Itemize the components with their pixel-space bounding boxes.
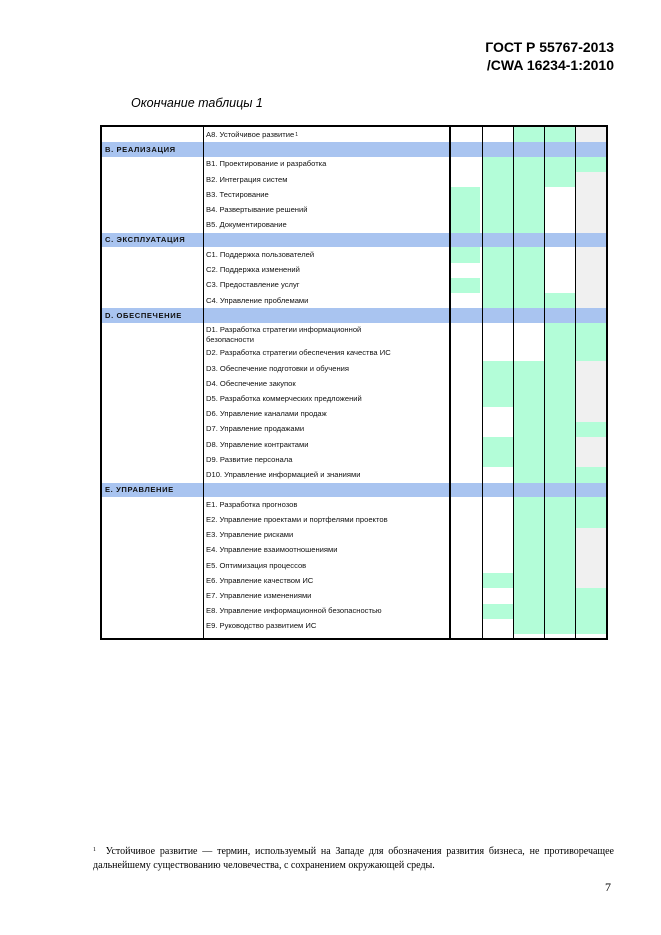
competence-item-label: A8. Устойчивое развитие — [206, 129, 295, 139]
matrix-cell-marked — [576, 604, 607, 619]
matrix-cell-marked — [514, 619, 545, 634]
matrix-cell-empty — [545, 202, 576, 217]
matrix-cell-marked — [514, 218, 545, 233]
competence-item — [206, 175, 287, 185]
matrix-cell-marked — [514, 293, 545, 308]
column-divider — [513, 127, 514, 638]
matrix-cell-empty — [576, 202, 607, 217]
matrix-cell-marked — [545, 497, 576, 512]
matrix-cell-empty — [576, 573, 607, 588]
competence-item-label: B4. Развертывание решений — [206, 205, 308, 214]
matrix-cell-marked — [576, 619, 607, 634]
competence-item — [206, 394, 362, 404]
page-number: 7 — [605, 880, 611, 894]
matrix-cell-marked — [545, 361, 576, 376]
competence-item-label: D8. Управление контрактами — [206, 439, 309, 449]
competence-item-label: D3. Обеспечение подготовки и обучения — [206, 363, 350, 373]
section-band — [102, 142, 606, 157]
matrix-cell-empty — [514, 346, 545, 361]
matrix-cell-marked — [514, 422, 545, 437]
competence-item-label: E3. Управление рисками — [206, 530, 294, 540]
competence-item-label: C3. Предоставление услуг — [206, 280, 300, 290]
matrix-cell-marked — [545, 346, 576, 361]
matrix-cell-marked — [483, 376, 514, 391]
matrix-cell-marked — [449, 247, 480, 262]
matrix-cell-marked — [514, 588, 545, 603]
matrix-cell-empty — [449, 323, 480, 346]
column-divider — [449, 127, 451, 638]
competence-item — [206, 440, 309, 450]
matrix-cell-marked — [545, 157, 576, 172]
matrix-cell-empty — [483, 467, 514, 482]
matrix-cell-marked — [483, 573, 514, 588]
matrix-cell-empty — [576, 391, 607, 406]
matrix-cell-empty — [449, 391, 480, 406]
matrix-cell-empty — [514, 323, 545, 346]
matrix-cell-marked — [576, 346, 607, 361]
competence-item-label: C2. Поддержка изменений — [206, 265, 300, 275]
competence-item — [206, 470, 360, 480]
matrix-cell-empty — [576, 361, 607, 376]
section-title: D. ОБЕСПЕЧЕНИЕ — [105, 310, 182, 320]
competence-item — [206, 576, 313, 586]
matrix-cell-empty — [449, 422, 480, 437]
matrix-cell-marked — [483, 452, 514, 467]
matrix-cell-empty — [576, 263, 607, 278]
section-title: C. ЭКСПЛУАТАЦИЯ — [105, 235, 186, 245]
matrix-cell-marked — [483, 172, 514, 187]
matrix-cell-empty — [576, 376, 607, 391]
competence-item-label: C1. Поддержка пользователей — [206, 250, 315, 259]
matrix-cell-marked — [514, 157, 545, 172]
matrix-cell-empty — [449, 573, 480, 588]
matrix-cell-empty — [576, 127, 607, 142]
matrix-cell-marked — [514, 452, 545, 467]
matrix-cell-empty — [545, 278, 576, 293]
matrix-cell-empty — [545, 187, 576, 202]
matrix-cell-empty — [576, 558, 607, 573]
matrix-cell-marked — [514, 558, 545, 573]
matrix-cell-marked — [483, 157, 514, 172]
matrix-cell-empty — [449, 467, 480, 482]
column-divider — [544, 127, 545, 638]
matrix-cell-empty — [449, 361, 480, 376]
matrix-cell-marked — [483, 263, 514, 278]
matrix-cell-marked — [545, 422, 576, 437]
competence-item-label-cont: безопасности — [206, 334, 255, 344]
competence-item — [206, 190, 269, 200]
competence-item-label: C4. Управление проблемами — [206, 295, 309, 305]
matrix-cell-empty — [449, 588, 480, 603]
competence-item — [206, 424, 304, 434]
matrix-cell-marked — [514, 543, 545, 558]
competence-item — [206, 159, 326, 169]
matrix-cell-empty — [576, 293, 607, 308]
matrix-cell-marked — [545, 512, 576, 527]
column-divider — [575, 127, 576, 638]
matrix-cell-marked — [514, 202, 545, 217]
competence-item-label: B2. Интеграция систем — [206, 174, 288, 184]
matrix-cell-marked — [545, 604, 576, 619]
section-title: E. УПРАВЛЕНИЕ — [105, 484, 174, 494]
competence-item — [206, 606, 382, 616]
matrix-cell-marked — [545, 376, 576, 391]
matrix-cell-marked — [483, 361, 514, 376]
matrix-cell-empty — [576, 247, 607, 262]
matrix-cell-marked — [449, 218, 480, 233]
matrix-cell-empty — [576, 172, 607, 187]
matrix-cell-marked — [449, 202, 480, 217]
matrix-cell-marked — [545, 573, 576, 588]
competence-item — [206, 621, 316, 631]
matrix-cell-marked — [545, 588, 576, 603]
matrix-cell-marked — [449, 187, 480, 202]
footnote-text: Устойчивое развитие — термин, используемый на Западе для обозначения развития бизнеса, не противоречащее дальнейшему существованию человечества, с сохранением окружающей среды. — [93, 846, 614, 871]
document-code — [485, 38, 614, 74]
competence-item-label: D6. Управление каналами продаж — [206, 409, 327, 419]
matrix-cell-marked — [514, 247, 545, 262]
footnote-marker: 1 — [93, 847, 96, 853]
competence-item-label: E8. Управление информационной безопасностью — [206, 606, 382, 616]
competence-item — [206, 545, 337, 555]
competence-item — [206, 364, 349, 374]
matrix-cell-marked — [514, 407, 545, 422]
matrix-cell-marked — [576, 467, 607, 482]
matrix-cell-marked — [576, 323, 607, 346]
matrix-cell-empty — [449, 127, 480, 142]
competence-item-label: E4. Управление взаимоотношениями — [206, 545, 338, 555]
competence-item-label: E7. Управление изменениями — [206, 591, 312, 600]
matrix-cell-marked — [545, 543, 576, 558]
matrix-cell-empty — [483, 528, 514, 543]
matrix-cell-marked — [576, 512, 607, 527]
competence-item — [206, 296, 308, 306]
matrix-cell-marked — [483, 218, 514, 233]
matrix-cell-marked — [576, 497, 607, 512]
competence-item — [206, 325, 361, 345]
matrix-cell-empty — [576, 278, 607, 293]
matrix-cell-marked — [483, 247, 514, 262]
matrix-cell-empty — [483, 407, 514, 422]
matrix-cell-marked — [514, 391, 545, 406]
matrix-cell-empty — [449, 528, 480, 543]
matrix-cell-marked — [514, 278, 545, 293]
matrix-cell-marked — [545, 452, 576, 467]
matrix-cell-marked — [545, 391, 576, 406]
matrix-cell-marked — [483, 293, 514, 308]
matrix-cell-marked — [545, 293, 576, 308]
matrix-cell-marked — [545, 558, 576, 573]
competence-item-label: D7. Управление продажами — [206, 424, 305, 434]
matrix-cell-empty — [545, 218, 576, 233]
matrix-cell-marked — [545, 323, 576, 346]
matrix-cell-marked — [545, 619, 576, 634]
competence-item — [206, 591, 311, 601]
matrix-cell-empty — [483, 497, 514, 512]
matrix-cell-empty — [545, 263, 576, 278]
competence-item — [206, 530, 293, 540]
competence-item-label: E9. Руководство развитием ИС — [206, 621, 317, 631]
matrix-cell-marked — [514, 604, 545, 619]
matrix-cell-empty — [449, 512, 480, 527]
competence-item — [206, 379, 296, 389]
matrix-cell-marked — [514, 187, 545, 202]
competence-item-label: B1. Проектирование и разработка — [206, 159, 327, 169]
matrix-cell-empty — [449, 293, 480, 308]
matrix-cell-marked — [514, 263, 545, 278]
competence-item-label: D10. Управление информацией и знаниями — [206, 470, 361, 479]
competence-item-label: D4. Обеспечение закупок — [206, 378, 296, 388]
section-title: B. РЕАЛИЗАЦИЯ — [105, 144, 176, 154]
matrix-cell-empty — [576, 187, 607, 202]
matrix-cell-marked — [483, 278, 514, 293]
competence-item-label: D9. Развитие персонала — [206, 454, 293, 464]
competence-item-label: E1. Разработка прогнозов — [206, 499, 298, 509]
matrix-cell-empty — [483, 346, 514, 361]
competence-item — [206, 250, 314, 260]
matrix-cell-marked — [545, 127, 576, 142]
matrix-cell-empty — [483, 127, 514, 142]
standard-code-line-2: /CWA 16234-1:2010 — [486, 57, 614, 73]
matrix-cell-marked — [514, 512, 545, 527]
matrix-cell-marked — [514, 497, 545, 512]
competence-item-label: D2. Разработка стратегии обеспечения качества ИС — [206, 348, 391, 358]
matrix-cell-empty — [449, 543, 480, 558]
competence-item — [206, 348, 391, 358]
section-band — [102, 483, 606, 498]
competence-item — [206, 280, 300, 290]
competence-item-label: E5. Оптимизация процессов — [206, 560, 307, 570]
matrix-cell-empty — [483, 512, 514, 527]
matrix-cell-marked — [545, 172, 576, 187]
matrix-cell-marked — [514, 172, 545, 187]
footnote — [93, 845, 614, 873]
competence-item-label: E6. Управление качеством ИС — [206, 575, 314, 585]
matrix-cell-marked — [483, 437, 514, 452]
matrix-cell-empty — [576, 452, 607, 467]
competence-item — [206, 220, 287, 230]
matrix-cell-empty — [483, 422, 514, 437]
matrix-cell-empty — [449, 558, 480, 573]
matrix-cell-marked — [514, 437, 545, 452]
matrix-cell-marked — [449, 278, 480, 293]
matrix-cell-empty — [576, 437, 607, 452]
competence-item — [206, 205, 307, 215]
matrix-cell-empty — [483, 558, 514, 573]
table-caption: Окончание таблицы 1 — [131, 96, 263, 110]
competence-item-label: D5. Разработка коммерческих предложений — [206, 394, 362, 403]
matrix-cell-empty — [576, 407, 607, 422]
matrix-cell-empty — [449, 263, 480, 278]
competence-item — [206, 515, 388, 525]
matrix-cell-empty — [449, 619, 480, 634]
matrix-cell-marked — [576, 588, 607, 603]
matrix-cell-empty — [449, 604, 480, 619]
matrix-cell-marked — [545, 437, 576, 452]
matrix-cell-marked — [514, 467, 545, 482]
matrix-cell-empty — [449, 407, 480, 422]
matrix-cell-empty — [449, 497, 480, 512]
competence-item — [206, 500, 297, 510]
matrix-cell-marked — [483, 604, 514, 619]
matrix-cell-marked — [514, 573, 545, 588]
competence-item — [206, 265, 300, 275]
matrix-cell-marked — [514, 376, 545, 391]
matrix-cell-empty — [449, 437, 480, 452]
matrix-cell-marked — [576, 422, 607, 437]
competence-item-label: B3. Тестирование — [206, 189, 269, 199]
matrix-cell-marked — [545, 528, 576, 543]
competence-item — [206, 409, 327, 419]
matrix-cell-marked — [545, 407, 576, 422]
competence-item — [206, 130, 298, 140]
competence-item — [206, 561, 306, 571]
matrix-cell-empty — [449, 157, 480, 172]
footnote-reference: 1 — [295, 131, 299, 138]
matrix-cell-empty — [483, 588, 514, 603]
matrix-cell-marked — [483, 187, 514, 202]
matrix-cell-empty — [576, 543, 607, 558]
matrix-cell-marked — [483, 391, 514, 406]
matrix-cell-empty — [576, 528, 607, 543]
matrix-cell-empty — [449, 376, 480, 391]
competence-item-label: B5. Документирование — [206, 220, 287, 230]
matrix-cell-marked — [514, 127, 545, 142]
matrix-cell-marked — [576, 157, 607, 172]
column-divider — [482, 127, 483, 638]
standard-code-line-1: ГОСТ Р 55767-2013 — [485, 39, 614, 55]
matrix-cell-empty — [576, 218, 607, 233]
competence-item — [206, 455, 292, 465]
matrix-cell-empty — [449, 452, 480, 467]
competence-matrix-table — [100, 125, 608, 640]
matrix-cell-marked — [514, 528, 545, 543]
matrix-cell-empty — [449, 172, 480, 187]
matrix-cell-marked — [545, 467, 576, 482]
competence-item-label: E2. Управление проектами и портфелями проектов — [206, 515, 388, 524]
matrix-cell-empty — [483, 323, 514, 346]
matrix-cell-marked — [514, 361, 545, 376]
competence-item-label: D1. Разработка стратегии информационной — [206, 324, 362, 334]
column-divider — [203, 127, 204, 638]
matrix-cell-marked — [483, 202, 514, 217]
matrix-cell-empty — [545, 247, 576, 262]
matrix-cell-empty — [483, 619, 514, 634]
matrix-cell-empty — [483, 543, 514, 558]
matrix-cell-empty — [449, 346, 480, 361]
